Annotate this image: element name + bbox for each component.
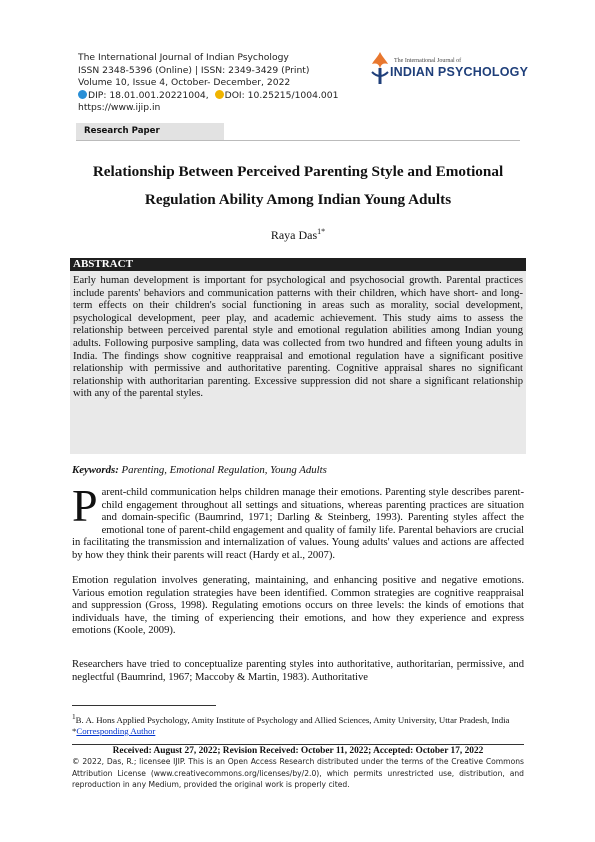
doi[interactable]: DOI: 10.25215/1004.001 [224, 89, 339, 101]
body-paragraph-1 [72, 480, 524, 563]
author-mark: 1* [317, 227, 326, 236]
journal-header [78, 52, 338, 115]
affiliation-mark: 1 [72, 712, 76, 721]
journal-name: The International Journal of Indian Psychology [78, 52, 289, 63]
corresponding-mark: * [72, 725, 77, 736]
footnote-divider [72, 705, 216, 706]
title-line-2: Regulation Ability Among Indian Young Adults [144, 191, 452, 208]
dip: DIP: 18.01.001.20221004, [88, 89, 209, 101]
title-line-1: Relationship Between Perceived Parenting Style and Emotional [92, 163, 504, 180]
volume-issue: Volume 10, Issue 4, October- December, 2022 [78, 77, 291, 89]
doi-line [78, 90, 338, 103]
license-text: © 2022, Das, R.; licensee IJIP. This is an Open Access Research distributed under the terms of the Creative Commons Attribution License (www.creativecommons.org/licenses/by/2.0), which permits unrestricted use, distribution, and reproduction in any Medium, provided the original work is properly cited. [72, 757, 524, 790]
body-paragraph-3: Researchers have tried to conceptualize parenting styles into authoritative, authoritarian, permissive, and neglectful (Baumrind, 1967; Maccoby & Martin, 1983). Authoritative [72, 659, 524, 683]
abstract-body: Early human development is important for psychological and psychosocial growth. Parental practices include parents' behaviors and communication patterns with their children, which have short- and long-term effects on their children's social functioning in areas such as morality, social development, psychological development, peer play, and academic achievement. This study aims to assess the relationship between perceived parental style and emotional regulation abilities among Indian young adults. Following purposive sampling, data was collected from two hundred and fifteen young adults in India. The findings show cognitive reappraisal and emotional regulation have a significant positive relationship with permissive and authoritative parenting. Cognitive appraisal shares no significant relationship with authoritarian parenting. Excessive suppression did not share a significant relationship with any of the parental styles. [70, 271, 526, 454]
issn: ISSN 2348-5396 (Online) | ISSN: 2349-3429 (Print) [78, 64, 310, 76]
body-paragraph-2: Emotion regulation involves generating, maintaining, and enhancing positive and negative emotions. Various emotion regulation strategies have been identified. Common strategies are cognitive reappraisal and suppression (Gross, 1998). Regulating emotions occurs on three levels: the kinds of emotions that individuals have, the timing of experiencing their emotions, and how they experience and express emotions (Koole, 2009). [72, 575, 524, 637]
doi-icon [215, 90, 224, 99]
abstract-heading: ABSTRACT [70, 258, 526, 271]
lamp-icon [368, 50, 392, 86]
keywords-label: Keywords: [72, 464, 119, 476]
footnote [72, 711, 524, 737]
logo-title: INDIAN PSYCHOLOGY [390, 65, 529, 79]
section-label: Research Paper [76, 123, 224, 140]
affiliation-text: B. A. Hons Applied Psychology, Amity Institute of Psychology and Allied Sciences, Amity University, Uttar Pradesh, India [75, 714, 510, 725]
corresponding-author-link[interactable]: Corresponding Author [76, 725, 156, 736]
drop-cap: P [72, 480, 98, 531]
journal-logo [368, 48, 529, 88]
keywords [72, 464, 327, 476]
logo-subtitle: The International Journal of [394, 58, 462, 64]
paper-title [70, 158, 526, 214]
affiliation [72, 711, 524, 726]
keywords-list: Parenting, Emotional Regulation, Young Adults [121, 464, 327, 476]
corresponding [72, 726, 524, 737]
received-dates: Received: August 27, 2022; Revision Received: October 11, 2022; Accepted: October 17, 2022 [72, 744, 524, 756]
header-divider [76, 140, 520, 141]
author [70, 227, 526, 243]
paragraph-1-text: arent-child communication helps children manage their emotions. Parenting style describes parent-child engagement throughout all settings and situations, whereas parenting practices are situation and domain-specific (Baumrind, 1971; Darling & Steinberg, 1993). Parenting styles affect the emotional tone of parent-child engagement and quality of family life. Parental behaviors are crucial in facilitating the transmission and internalization of values. Young adults' values and actions are affected by how they think their parents will react (Hardy et al., 2007). [72, 487, 524, 561]
dip-icon [78, 90, 87, 99]
author-name: Raya Das [270, 228, 318, 242]
journal-url[interactable]: https://www.ijip.in [78, 102, 161, 114]
